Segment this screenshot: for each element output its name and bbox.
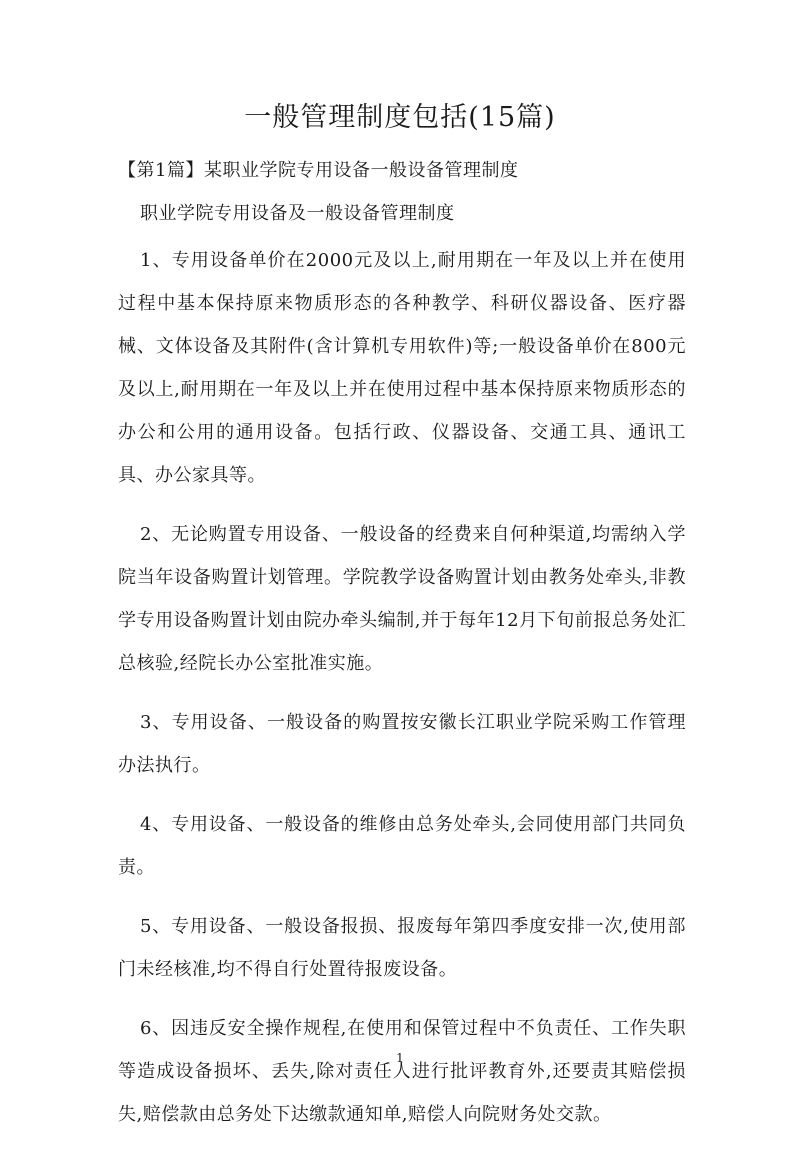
paragraph-3: 3、专用设备、一般设备的购置按安徽长江职业学院采购工作管理办法执行。: [118, 712, 686, 776]
document-body: [118, 239, 686, 1152]
section-heading: 【第1篇】某职业学院专用设备一般设备管理制度: [118, 160, 519, 181]
paragraph-5: 5、专用设备、一般设备报损、报废每年第四季度安排一次,使用部门未经核准,均不得自行处置待报废设备。: [118, 916, 686, 980]
section-subheading: 职业学院专用设备及一般设备管理制度: [140, 203, 455, 224]
paragraph-4: 4、专用设备、一般设备的维修由总务处牵头,会同使用部门共同负责。: [118, 814, 686, 878]
page-number: 1: [396, 1051, 404, 1065]
paragraph-6: 6、因违反安全操作规程,在使用和保管过程中不负责任、工作失职等造成设备损坏、丢失,除对责任人进行批评教育外,还要责其赔偿损失,赔偿款由总务处下达缴款通知单,赔偿人向院财务处交款。: [118, 1018, 686, 1125]
paragraph-1: 1、专用设备单价在2000元及以上,耐用期在一年及以上并在使用过程中基本保持原来物质形态的各种教学、科研仪器设备、医疗器械、文体设备及其附件(含计算机专用软件)等;一般设备单价在800元及以上,耐用期在一年及以上并在使用过程中基本保持原来物质形态的办公和公用的通用设备。包括行政、仪器设备、交通工具、通讯工具、办公家具等。: [118, 250, 686, 486]
document-title: 一般管理制度包括(15篇): [244, 102, 556, 133]
paragraph-2: 2、无论购置专用设备、一般设备的经费来自何种渠道,均需纳入学院当年设备购置计划管理。学院教学设备购置计划由教务处牵头,非教学专用设备购置计划由院办牵头编制,并于每年12月下旬前报总务处汇总核验,经院长办公室批准实施。: [118, 524, 686, 674]
